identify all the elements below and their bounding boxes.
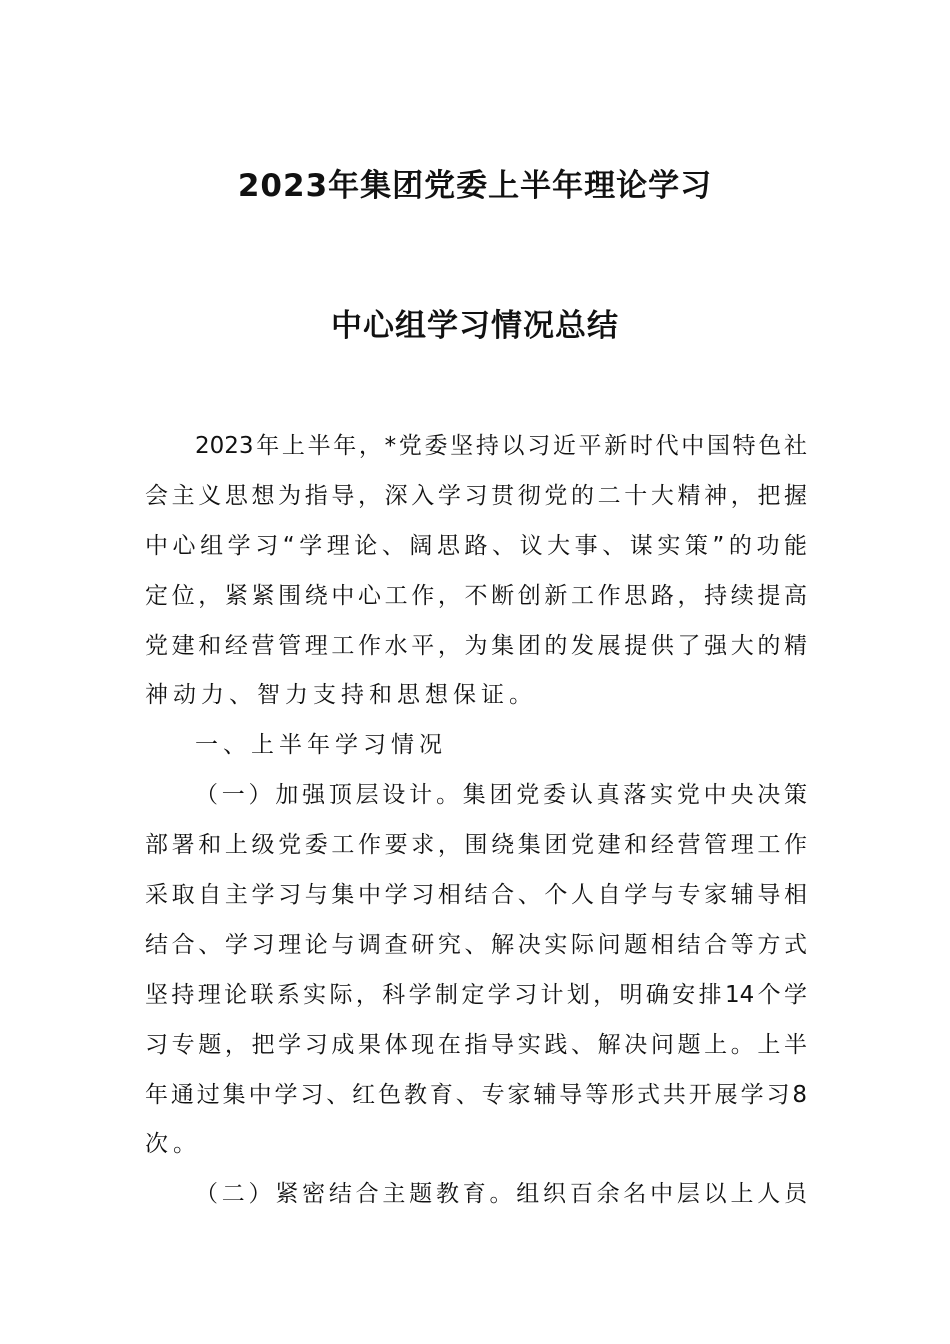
section-1-line: 习专题，把学习成果体现在指导实践、解决问题上。上半 bbox=[145, 1031, 807, 1058]
section-heading: 一、上半年学习情况 bbox=[195, 732, 447, 759]
document-title-line-2: 中心组学习情况总结 bbox=[331, 308, 619, 344]
section-1-line: 年通过集中学习、红色教育、专家辅导等形式共开展学习8 bbox=[145, 1081, 807, 1108]
intro-line: 定位，紧紧围绕中心工作，不断创新工作思路，持续提高 bbox=[145, 582, 807, 609]
section-1-line: （一）加强顶层设计。集团党委认真落实党中央决策 bbox=[195, 782, 807, 809]
section-1-line: 次。 bbox=[145, 1131, 201, 1158]
intro-line: 中心组学习“学理论、阔思路、议大事、谋实策”的功能 bbox=[145, 532, 807, 559]
document-body bbox=[145, 421, 807, 1219]
intro-line: 神动力、智力支持和思想保证。 bbox=[145, 682, 537, 709]
section-1-line: 部署和上级党委工作要求，围绕集团党建和经营管理工作 bbox=[145, 832, 807, 859]
section-2-line: （二）紧密结合主题教育。组织百余名中层以上人员 bbox=[195, 1181, 807, 1208]
intro-line: 党建和经营管理工作水平，为集团的发展提供了强大的精 bbox=[145, 632, 807, 659]
section-1-line: 坚持理论联系实际，科学制定学习计划，明确安排14个学 bbox=[145, 981, 807, 1008]
document-title-line-1: 2023年集团党委上半年理论学习 bbox=[237, 168, 713, 204]
intro-line: 会主义思想为指导，深入学习贯彻党的二十大精神，把握 bbox=[145, 482, 807, 509]
section-1-line: 结合、学习理论与调查研究、解决实际问题相结合等方式 bbox=[145, 931, 807, 958]
intro-line: 2023年上半年，*党委坚持以习近平新时代中国特色社 bbox=[195, 433, 807, 459]
section-1-line: 采取自主学习与集中学习相结合、个人自学与专家辅导相 bbox=[145, 882, 807, 909]
